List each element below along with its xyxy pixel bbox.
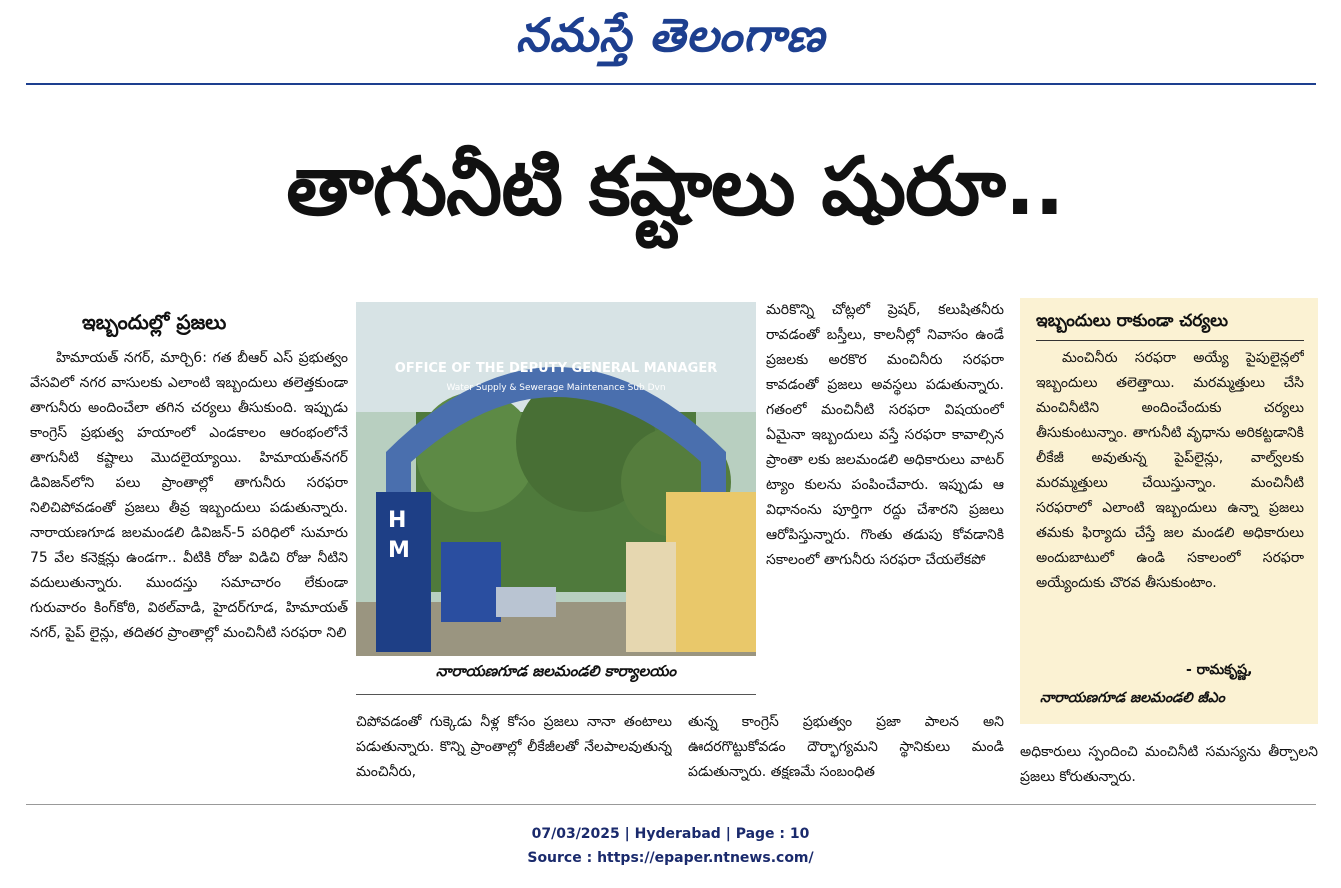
arch-subtext: Water Supply & Sewerage Maintenance Sub Dvn [446,383,666,393]
top-divider [26,83,1316,85]
office-gate-image [356,302,756,656]
office-photo [356,302,756,656]
article-text-left: హిమాయత్ నగర్, మార్చి6: గత బీఆర్ ఎస్ ప్రభుత్వం వేసవిలో నగర వాసులకు ఎలాంటి ఇబ్బందులు తలెత్తకుండా తాగునీరు అందించేలా తగిన చర్యలు తీసుకుంది. ఇప్పుడు కాంగ్రెస్ ప్రభుత్వ హయాంలో ఎండకాలం ఆరంభంలోనే తాగునీటి కష్టాలు మొదలైయ్యాయి. హిమాయత్‌నగర్ డివిజన్‌లోని పలు ప్రాంతాల్లో తాగునీరు సరఫరా నిలిచిపోవడంతో ప్రజలు తీవ్ర ఇబ్బందులు పడుతున్నారు. నారాయణగూడ జలమండలి డివిజన్-5 పరిధిలో సుమారు 75 వేల కనెక్షన్లు ఉండగా.. వీటికి రోజు విడిచి రోజు నీటిని వదులుతున్నారు. ముందస్తు సమాచారం లేకుండా గురువారం కింగ్‌కోఠి, విఠల్‌వాడి, హైదర్‌గూడ, హిమాయత్ నగర్, పైప్ లైన్లు, తదితర ప్రాంతాల్లో మంచినీటి సరఫరా నిలి [30,350,348,641]
box-head-divider [1036,340,1304,341]
svg-text:M: M [388,538,410,563]
box-signature: - రామకృష్ణ, [1186,662,1253,678]
article-column-right-bottom [688,710,1004,800]
arch-text: OFFICE OF THE DEPUTY GENERAL MANAGER [394,361,718,376]
photo-caption: నారాయణగూడ జలమండలి కార్యాలయం [435,662,677,680]
bottom-divider [26,804,1316,805]
box-role: నారాయణగూడ జలమండలి జీఎం [1040,690,1225,706]
caption-divider [356,694,756,695]
subhead-box: ఇబ్బందులు రాకుండా చర్యలు [1036,311,1229,331]
subhead-left: ఇబ్బందుల్లో ప్రజలు [82,310,227,334]
footer-source: Source : https://epaper.ntnews.com/ [527,850,814,866]
article-text-far-right-bottom: అధికారులు స్పందించి మంచినీటి సమస్యను తీర్చాలని ప్రజలు కోరుతున్నారు. [1020,744,1318,785]
headline: తాగునీటి కష్టాలు షురూ.. [286,140,1064,233]
article-column-right [766,298,1004,704]
svg-text:H: H [388,508,407,533]
article-text-right: మరికొన్ని చోట్లలో ప్రెషర్, కలుషితనీరు రావడంతో బస్తీలు, కాలనీల్లో నివాసం ఉండే ప్రజలకు అరకొర మంచినీరు సరఫరా కావడంతో ప్రజలు అవస్థలు పడుతున్నారు. గతంలో మంచినీటి సరఫరా విషయంలో ఏమైనా ఇబ్బందులు వస్తే సరఫరా కావాల్సిన ప్రాంతా లకు జలమండలి అధికారులు వాటర్ ట్యాం కులను పంపించేవారు. ఇప్పుడు ఆ విధానంను పూర్తిగా రద్దు చేశారని ప్రజలు ఆరోపిస్తున్నారు. గొంతు తడుపు కోవడానికి సకాలంలో తాగునీరు సరఫరా చేయలేకపో [766,302,1004,568]
footer-date-page: 07/03/2025 | Hyderabad | Page : 10 [531,826,810,842]
article-text-mid-bottom: చిపోవడంతో గుక్కెడు నీళ్ల కోసం ప్రజలు నానా తంటాలు పడుతున్నారు. కొన్ని ప్రాంతాల్లో లీకేజీలతో నేలపాలవుతున్న మంచినీరు, [356,714,672,780]
article-text-right-bottom: తున్న కాంగ్రెస్ ప్రభుత్వం ప్రజా పాలన అని ఊదరగొట్టుకోవడం దౌర్భాగ్యమని స్థానికులు మండి పడుతున్నారు. తక్షణమే సంబంధిత [688,714,1004,780]
article-column-far-right-bottom [1020,740,1318,800]
box-body-text: మంచినీరు సరఫరా అయ్యే పైపులైన్లలో ఇబ్బందులు తలెత్తాయి. మరమ్మత్తులు చేసి మంచినీటిని అందించేందుకు చర్యలు తీసుకుంటున్నాం. తాగునీటి వృధాను అరికట్టడానికి లీకేజీ అవుతున్న పైప్‌లైన్లు, వాల్వ్‌లకు మరమ్మత్తులు చేయిస్తున్నాం. మంచినీటి సరఫరాలో ఎలాంటి ఇబ్బందులు ఉన్నా ప్రజలు తమకు ఫిర్యాదు చేస్తే జల మండలి అధికారులు అందుబాటులో ఉండి సకాలంలో సరఫరా అయ్యేందుకు చొరవ తీసుకుంటాం. [1036,350,1304,591]
article-column-mid-bottom [356,710,672,800]
masthead-logo: నమస్తే తెలంగాణ [515,8,826,62]
article-column-left [30,346,348,801]
box-body [1036,346,1304,680]
